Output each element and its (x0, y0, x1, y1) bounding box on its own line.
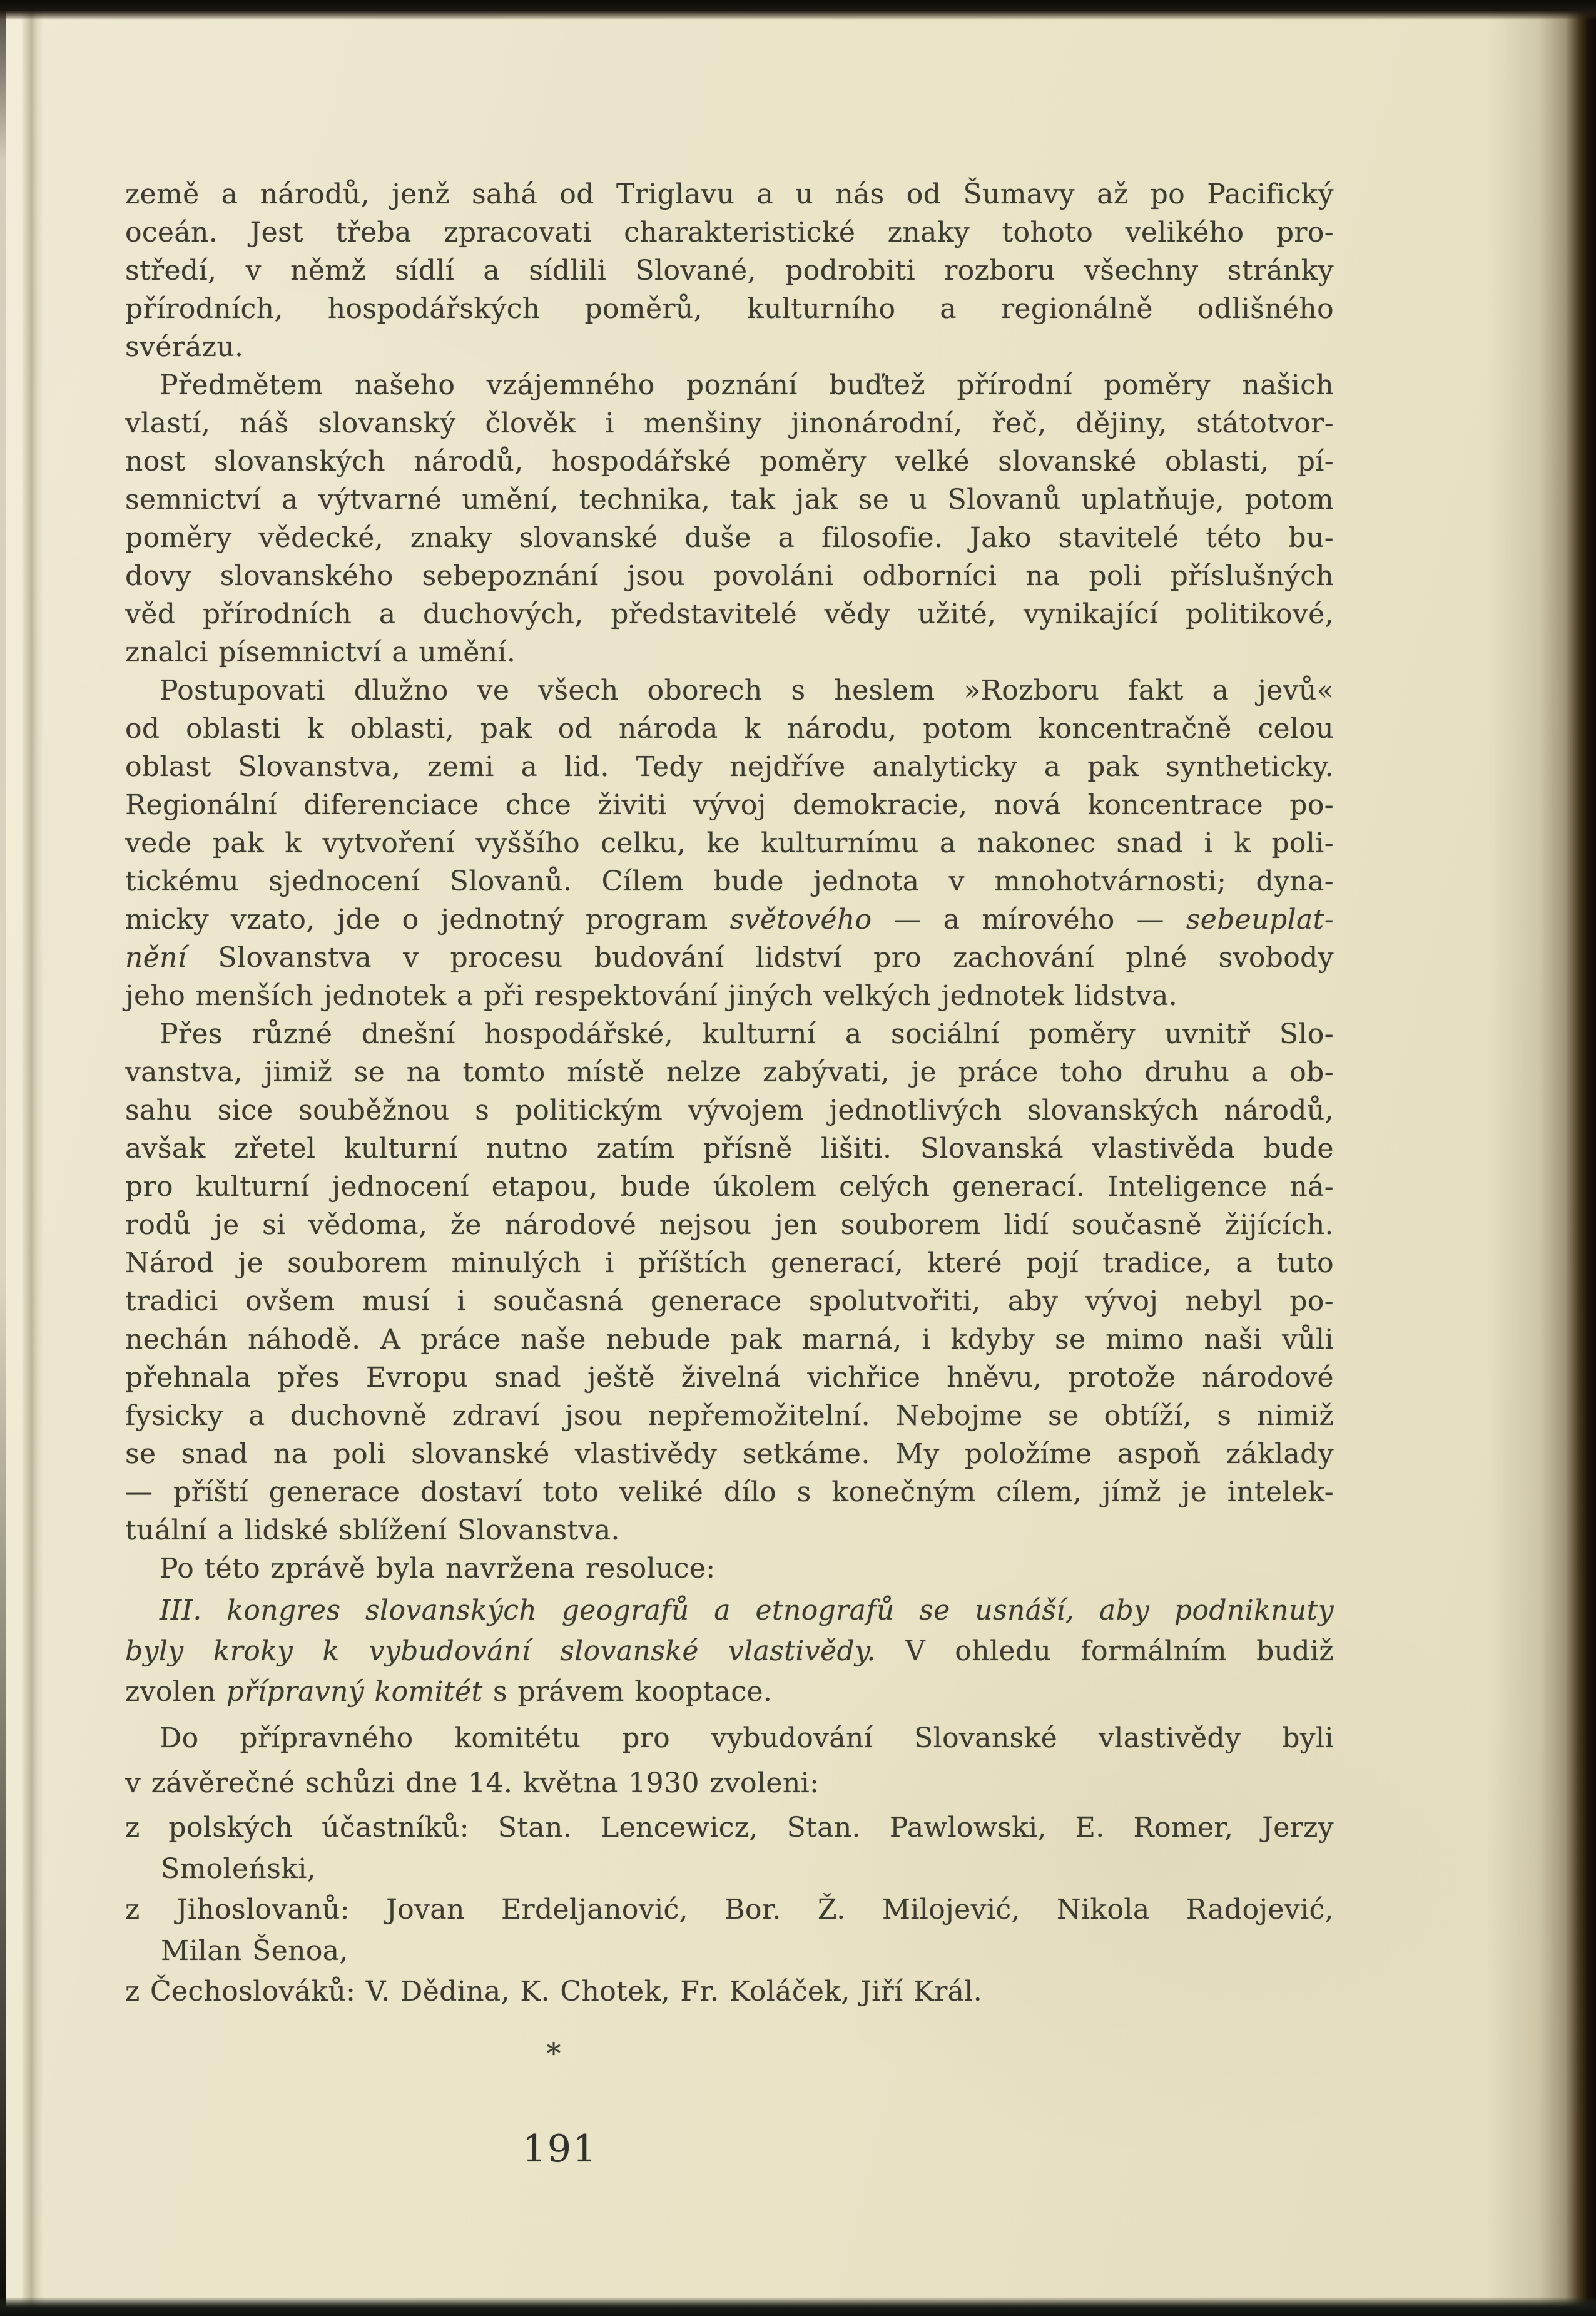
body-text: oceán. Jest třeba zpracovati charakteristické znaky tohoto velikého pro- (125, 217, 1334, 248)
body-text: Přes různé dnešní hospodářské, kulturní a sociální poměry uvnitř Slo- (160, 1018, 1334, 1050)
text-line (125, 519, 1334, 557)
body-text: přehnala přes Evropu snad ještě živelná vichřice hněvu, protože národové (125, 1362, 1334, 1394)
text-line (125, 1015, 1334, 1053)
text-line (125, 1473, 1334, 1511)
italic-text: světového (729, 904, 872, 936)
text-line (125, 748, 1334, 786)
body-text: Smoleński, (161, 1853, 317, 1885)
body-text: tuální a lidské sblížení Slovanstva. (125, 1514, 620, 1546)
text-line (125, 481, 1334, 519)
text-line (125, 1888, 1334, 1932)
body-text: oblast Slovanstva, zemi a lid. Tedy nejdříve analyticky a pak syntheticky. (125, 751, 1334, 783)
body-text: pro kulturní jednocení etapou, bude úkolem celých generací. Inteligence ná- (125, 1171, 1334, 1203)
paragraph-committee (125, 1716, 1334, 1806)
page-edge-left (0, 0, 6, 2316)
text-line (125, 1590, 1334, 1631)
body-text: Regionální diferenciace chce živiti vývoj demokracie, nová koncentrace po- (125, 789, 1334, 821)
body-text: Slovanstva v procesu budování lidství pro zachování plné svobody (186, 942, 1334, 974)
body-text: od oblasti k oblasti, pak od národa k národu, potom koncentračně celou (125, 713, 1334, 745)
text-line (125, 1359, 1334, 1397)
text-line (125, 1850, 1334, 1888)
page-number: 191 (522, 2127, 598, 2171)
body-text: sahu sice souběžnou s politickým vývojem jednotlivých slovanských národů, (125, 1094, 1334, 1126)
text-line (125, 939, 1334, 977)
text-line (125, 1970, 1334, 2014)
text-line (125, 1091, 1334, 1130)
body-text: země a národů, jenž sahá od Triglavu a u nás od Šumavy až po Pacifický (125, 178, 1334, 210)
body-text: Národ je souborem minulých i příštích generací, které pojí tradice, a tuto (125, 1247, 1334, 1279)
text-line (125, 213, 1334, 252)
body-text: avšak zřetel kulturní nutno zatím přísně lišiti. Slovanská vlastivěda bude (125, 1133, 1334, 1165)
body-text: vlastí, náš slovanský člověk i menšiny jinonárodní, řeč, dějiny, státotvor- (125, 407, 1334, 439)
page-binding-crease (21, 0, 44, 2316)
body-text: z Čechoslováků: V. Dědina, K. Chotek, Fr. Koláček, Jiří Král. (125, 1976, 983, 2007)
body-text: nost slovanských národů, hospodářské poměry velké slovanské oblasti, pí- (125, 446, 1334, 477)
text-line (125, 557, 1334, 595)
body-text: vede pak k vytvoření vyššího celku, ke kulturnímu a nakonec snad i k poli- (125, 827, 1334, 859)
text-line (125, 1130, 1334, 1168)
text-line (125, 1631, 1334, 1671)
text-line (125, 1549, 1334, 1588)
text-line (125, 1671, 1334, 1712)
body-text: V ohledu formálním budiž (875, 1635, 1334, 1667)
body-text: tickému sjednocení Slovanů. Cílem bude jednota v mnohotvárnosti; dyna- (125, 865, 1334, 897)
body-text: znalci písemnictví a umění. (125, 636, 516, 668)
body-text: věd přírodních a duchových, představitelé vědy užité, vynikající politikové, (125, 598, 1334, 630)
body-text: Postupovati dlužno ve všech oborech s heslem »Rozboru fakt a jevů« (160, 675, 1334, 707)
text-line (125, 900, 1334, 939)
body-text: Do přípravného komitétu pro vybudování Slovanské vlastivědy byli (160, 1722, 1334, 1754)
text-line (125, 786, 1334, 824)
text-line (125, 671, 1334, 710)
paragraph-outlook (125, 1015, 1334, 1549)
italic-text: nění (125, 942, 187, 974)
page-edge-right-shadow (1487, 0, 1596, 2316)
page-left-light-strip (6, 0, 22, 2316)
text-line (125, 1053, 1334, 1091)
italic-text: přípravný komitét (226, 1676, 483, 1708)
text-line (125, 290, 1334, 328)
body-text: — příští generace dostaví toto veliké dílo s konečným cílem, jímž je intelek- (125, 1476, 1334, 1508)
body-text: v závěrečné schůzi dne 14. května 1930 zvoleni: (125, 1767, 820, 1799)
body-text: — a mírového — (872, 904, 1186, 936)
italic-text: III. kongres slovanských geografů a etnografů se usnáší, aby podniknuty (160, 1594, 1334, 1626)
body-text: z Jihoslovanů: Jovan Erdeljanović, Bor. Ž. Milojević, Nikola Radojević, (125, 1894, 1334, 1926)
text-line (125, 175, 1334, 213)
paragraph-subject (125, 366, 1334, 671)
body-text: rodů je si vědoma, že národové nejsou jen souborem lidí současně žijících. (125, 1209, 1334, 1241)
page-text (125, 175, 1334, 2014)
text-line (125, 1716, 1334, 1761)
body-text: fysicky a duchovně zdraví jsou nepřemožitelní. Nebojme se obtíží, s nimiž (125, 1400, 1334, 1432)
body-text: Předmětem našeho vzájemného poznání buďtež přírodní poměry našich (160, 369, 1334, 401)
body-text: Milan Šenoa, (161, 1935, 348, 1967)
body-text: semnictví a výtvarné umění, technika, tak jak se u Slovanů uplatňuje, potom (125, 484, 1334, 516)
text-line (125, 1435, 1334, 1473)
body-text: micky vzato, jde o jednotný program (125, 904, 730, 936)
text-line (125, 1932, 1334, 1970)
paragraph-method (125, 671, 1334, 1015)
body-text: nechán náhodě. A práce naše nebude pak marná, i kdyby se mimo naši vůli (125, 1324, 1334, 1355)
body-text: Po této zprávě byla navržena resoluce: (160, 1553, 716, 1584)
body-text: se snad na poli slovanské vlastivědy setkáme. My položíme aspoň základy (125, 1438, 1334, 1470)
body-text: přírodních, hospodářských poměrů, kulturního a regionálně odlišného (125, 293, 1334, 325)
text-line (125, 1168, 1334, 1206)
text-line (125, 862, 1334, 900)
paragraph-intro-continuation (125, 175, 1334, 366)
text-line (125, 1511, 1334, 1549)
paragraph-resolution-intro (125, 1549, 1334, 1588)
italic-text: sebeuplat- (1186, 904, 1334, 936)
body-text: vanstva, jimiž se na tomto místě nelze zabývati, je práce toho druhu a ob- (125, 1056, 1334, 1088)
text-line (125, 252, 1334, 290)
list-committee-members (125, 1806, 1334, 2014)
text-line (125, 824, 1334, 862)
body-text: dovy slovanského sebepoznání jsou povoláni odborníci na poli příslušných (125, 560, 1334, 592)
body-text: svérázu. (125, 331, 244, 363)
text-line (125, 1397, 1334, 1435)
text-line (125, 977, 1334, 1015)
body-text: s právem kooptace. (482, 1676, 773, 1708)
text-line (125, 1282, 1334, 1320)
body-text: tradici ovšem musí i současná generace spolutvořiti, aby vývoj nebyl po- (125, 1285, 1334, 1317)
body-text: poměry vědecké, znaky slovanské duše a filosofie. Jako stavitelé této bu- (125, 522, 1334, 554)
page-edge-top (0, 0, 1596, 20)
body-text: středí, v němž sídlí a sídlili Slované, podrobiti rozboru všechny stránky (125, 255, 1334, 287)
text-line (125, 1244, 1334, 1282)
text-line (125, 366, 1334, 404)
asterisk-separator: * (546, 2036, 561, 2070)
text-line (125, 1206, 1334, 1244)
text-line (125, 595, 1334, 633)
text-line (125, 633, 1334, 671)
page-edge-bottom (0, 2297, 1596, 2316)
body-text: zvolen (125, 1676, 226, 1708)
text-line (125, 328, 1334, 366)
body-text: z polských účastníků: Stan. Lencewicz, Stan. Pawlowski, E. Romer, Jerzy (125, 1812, 1334, 1844)
text-line (125, 710, 1334, 748)
text-line (125, 1320, 1334, 1359)
text-line (125, 1761, 1334, 1806)
text-line (125, 404, 1334, 442)
italic-text: byly kroky k vybudování slovanské vlastivědy. (125, 1635, 876, 1667)
paragraph-resolution (125, 1590, 1334, 1712)
text-line (125, 1806, 1334, 1850)
body-text: jeho menších jednotek a při respektování jiných velkých jednotek lidstva. (125, 980, 1178, 1012)
text-line (125, 442, 1334, 481)
